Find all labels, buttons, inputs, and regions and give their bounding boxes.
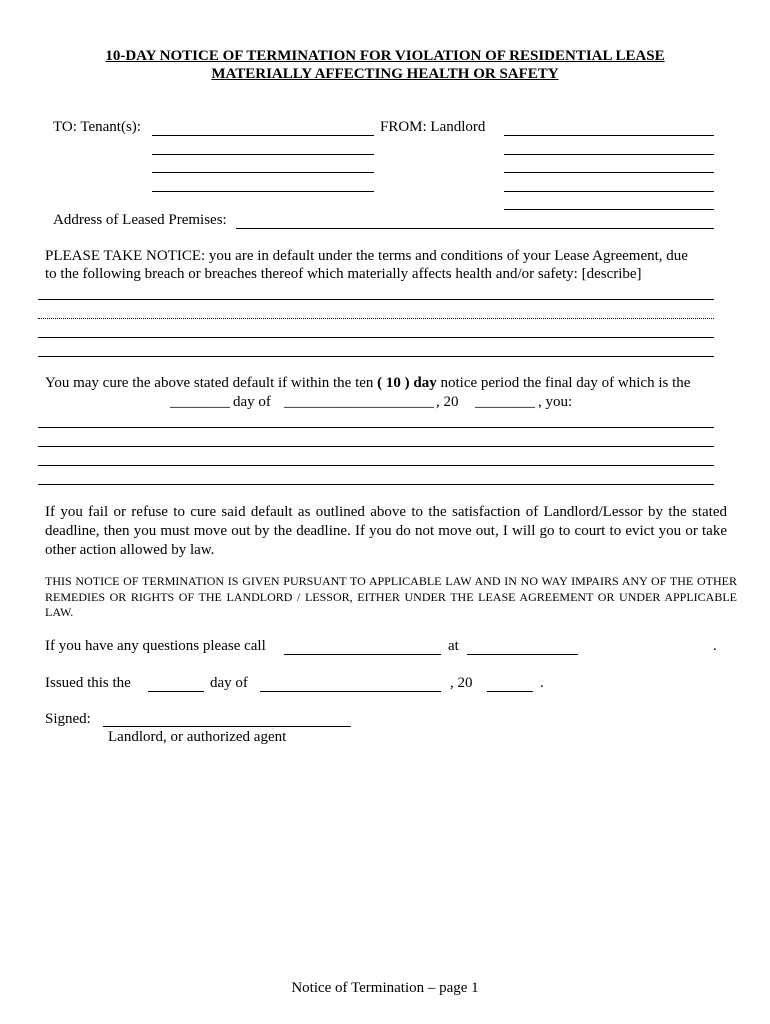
questions-period: . <box>713 638 717 654</box>
landlord-name-field-5[interactable] <box>504 209 714 210</box>
cure-sentence <box>45 375 690 392</box>
issued-day-of: day of <box>210 675 248 691</box>
signature-field[interactable] <box>103 726 351 727</box>
issued-year-field[interactable] <box>487 691 533 692</box>
landlord-name-field-1[interactable] <box>504 135 714 136</box>
tenant-name-field-2[interactable] <box>152 154 374 155</box>
cure-day-of: day of <box>233 394 271 410</box>
landlord-name-field-3[interactable] <box>504 172 714 173</box>
from-landlord-label: FROM: Landlord <box>380 119 486 135</box>
cure-line-1[interactable] <box>38 427 714 428</box>
issued-day-field[interactable] <box>148 691 204 692</box>
questions-at: at <box>448 638 459 654</box>
notice-text-line-1: PLEASE TAKE NOTICE: you are in default under the terms and conditions of your Lease Agreement, due <box>45 248 688 264</box>
issued-year-prefix: , 20 <box>450 675 473 691</box>
cure-suffix: notice period the final day of which is the <box>440 375 691 391</box>
cure-prefix: You may cure the above stated default if within the ten <box>45 375 374 391</box>
breach-description-line-4[interactable] <box>38 356 714 357</box>
notice-text-line-2: to the following breach or breaches thereof which materially affects health and/or safety: [describe] <box>45 266 642 282</box>
cure-line-4[interactable] <box>38 484 714 485</box>
fail-paragraph: If you fail or refuse to cure said default as outlined above to the satisfaction of Landlord/Lessor by the stated deadline, then you must move out by the deadline. If you do not move out, I will go to court to evict you or take other action allowed by law. <box>45 504 727 558</box>
landlord-name-field-2[interactable] <box>504 154 714 155</box>
breach-description-line-3[interactable] <box>38 337 714 338</box>
cure-month-blank[interactable]: ____________________ <box>284 394 434 410</box>
tenant-name-field-3[interactable] <box>152 172 374 173</box>
issued-month-field[interactable] <box>260 691 441 692</box>
breach-description-line-1[interactable] <box>38 299 714 300</box>
signed-label: Signed: <box>45 711 91 727</box>
breach-description-line-2[interactable] <box>38 318 714 319</box>
contact-name-field[interactable] <box>284 654 441 655</box>
issued-label: Issued this the <box>45 675 131 691</box>
cure-you: , you: <box>538 394 573 410</box>
document-title-line-1: 10-DAY NOTICE OF TERMINATION FOR VIOLATION OF RESIDENTIAL LEASE <box>105 48 665 64</box>
landlord-name-field-4[interactable] <box>504 191 714 192</box>
address-field[interactable] <box>236 228 714 229</box>
document-title-line-2: MATERIALLY AFFECTING HEALTH OR SAFETY <box>211 66 559 82</box>
cure-day-blank[interactable]: ________ <box>170 394 230 410</box>
tenant-name-field-4[interactable] <box>152 191 374 192</box>
cure-line-3[interactable] <box>38 465 714 466</box>
page-footer: Notice of Termination – page 1 <box>291 980 479 996</box>
tenant-name-field-1[interactable] <box>152 135 374 136</box>
cure-year-prefix: , 20 <box>436 394 459 410</box>
cure-year-blank[interactable]: ________ <box>475 394 535 410</box>
questions-label: If you have any questions please call <box>45 638 266 654</box>
address-label: Address of Leased Premises: <box>53 212 227 228</box>
cure-line-2[interactable] <box>38 446 714 447</box>
legal-caps-paragraph: THIS NOTICE OF TERMINATION IS GIVEN PURSUANT TO APPLICABLE LAW AND IN NO WAY IMPAIRS ANY OF THE OTHER REMEDIES OR RIGHTS OF THE LANDLORD / LESSOR, EITHER UNDER THE LEASE AGREEMENT OR UNDER APPLICABLE LAW. <box>45 574 737 619</box>
signature-caption: Landlord, or authorized agent <box>108 729 287 745</box>
issued-period: . <box>540 675 544 691</box>
to-tenants-label: TO: Tenant(s): <box>53 119 141 135</box>
cure-ten-day: ( 10 ) day <box>377 375 437 391</box>
contact-phone-field[interactable] <box>467 654 578 655</box>
